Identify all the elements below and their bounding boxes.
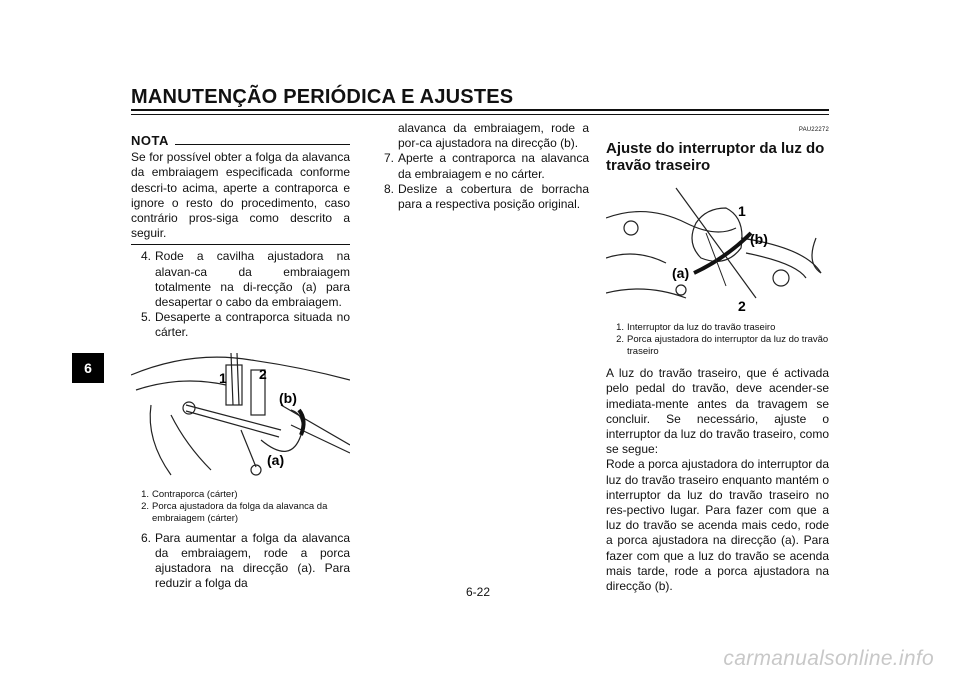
fig2-label-2: 2 (738, 298, 746, 315)
fig1-caption-2: 2. Porca ajustadora da folga da alavanca da embraiagem (cárter) (141, 500, 328, 524)
fig2-caption-1: 1. Interruptor da luz do travão traseiro (616, 322, 776, 334)
column-left (131, 133, 350, 591)
page-number: 6-22 (466, 585, 491, 599)
fig1-label-2: 2 (259, 365, 267, 382)
fig1-caption-1: 1. Contraporca (cárter) (141, 488, 238, 500)
section-title: Ajuste do interruptor da luz do travão traseiro (606, 140, 825, 175)
step-7: 7. Aperte a contraporca na alavanca da embraiagem e no cárter. (383, 151, 589, 181)
fig2-caption-2: 2. Porca ajustadora do interruptor da luz do travão traseiro (616, 334, 829, 358)
step-4: 4. Rode a cavilha ajustadora na alavan-ca da embraiagem totalmente na di-recção (a) para desapertar o cabo da embraiagem. (140, 249, 350, 310)
fig1-label-a: (a) (267, 451, 285, 468)
chapter-tab: 6 (72, 353, 104, 383)
column-middle (374, 121, 589, 212)
clutch-cable-illustration (131, 345, 350, 485)
watermark: carmanualsonline.info (723, 647, 934, 670)
fig1-label-1: 1 (219, 369, 227, 386)
fig2-label-b: (b) (750, 231, 768, 248)
fig2-captions (606, 322, 829, 358)
brake-switch-illustration (606, 178, 829, 318)
note-text: Se for possível obter a folga da alavanca da embraiagem especificada conforme descri-to acima, aperte a contraporca e ignore o resto do procedimento, caso contrário pros-siga como descrito a seguir. (131, 150, 350, 241)
fig1-label-b: (b) (279, 389, 297, 406)
step-8: 8. Deslize a cobertura de borracha para a respectiva posição original. (383, 181, 589, 212)
section-body-1: A luz do travão traseiro, que é activada pelo pedal do travão, deve acender-se imediata-mente antes da travagem se concluir. Se necessário, ajuste o interruptor da luz do travão traseiro, como se segue: (606, 366, 829, 457)
header-rule-thin (131, 114, 829, 115)
fig2-label-a: (a) (672, 265, 690, 282)
step-6-continued: alavanca da embraiagem, rode a por-ca ajustadora na direcção (b). (398, 121, 589, 151)
header-rule-thick (131, 109, 829, 111)
note-label: NOTA (131, 133, 169, 148)
note-header (131, 133, 350, 148)
section-code: PAU22272 (798, 127, 829, 133)
note-rule (175, 144, 350, 145)
step-6: 6. Para aumentar a folga da alavanca da embraiagem, rode a porca ajustadora na direcção (a). Para reduzir a folga da (140, 530, 350, 591)
section-body-2: Rode a porca ajustadora do interruptor da luz do travão traseiro enquanto mantém o interruptor da luz do travão traseiro no res-pectivo lugar. Para fazer com que a luz do travão se acenda mais cedo, rode a porca ajustadora na direcção (a). Para fazer com que a luz do travão se acenda mais tarde, rode a porca ajustadora na direcção (b). (606, 457, 829, 594)
note-end-rule (131, 244, 350, 245)
page-title: MANUTENÇÃO PERIÓDICA E AJUSTES (131, 86, 514, 108)
column-right (606, 123, 829, 594)
fig2-label-1: 1 (738, 203, 746, 220)
step-5: 5. Desaperte a contraporca situada no cárter. (140, 310, 350, 340)
fig1-captions (131, 489, 350, 525)
